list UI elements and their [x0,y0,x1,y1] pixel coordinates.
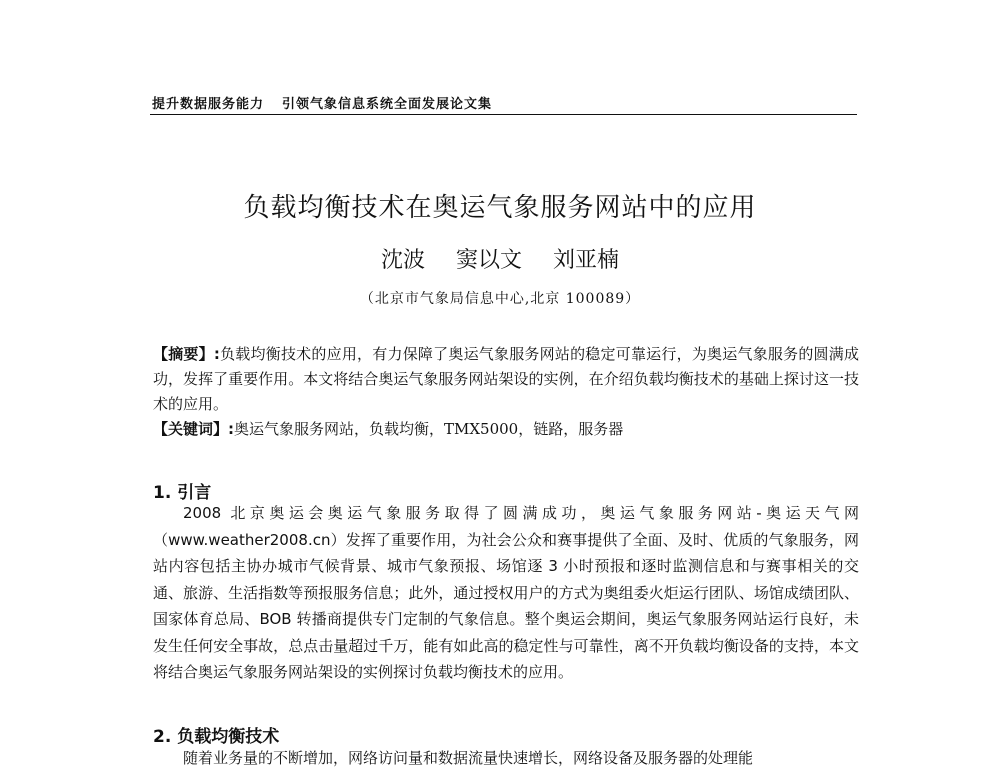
section-heading-load-balancing: 2. 负载均衡技术 [153,727,280,747]
section-heading-intro: 1. 引言 [153,483,212,503]
section-body-load-balancing [153,745,859,771]
abstract-text: 负载均衡技术的应用，有力保障了奥运气象服务网站的稳定可靠运行，为奥运气象服务的圆满成功，发挥了重要作用。本文将结合奥运气象服务网站架设的实例，在介绍负载均衡技术的基础上探讨这一技术的应用。 [153,345,859,413]
paper-title: 负载均衡技术在奥运气象服务网站中的应用 [243,193,757,223]
keywords-label: 【关键词】: [153,420,234,438]
paragraph: 随着业务量的不断增加，网络访问量和数据流量快速增长，网络设备及服务器的处理能 [183,749,754,767]
running-head-left: 提升数据服务能力 [152,97,265,112]
author: 窦以文 [455,248,522,273]
abstract [153,342,859,417]
author: 沈波 [380,248,425,273]
abstract-block [153,342,859,442]
section-body-intro [153,500,859,686]
header-rule [150,114,857,115]
author-list [0,243,1000,274]
author: 刘亚楠 [553,248,620,273]
affiliation: （北京市气象局信息中心,北京 100089） [359,291,641,307]
abstract-label: 【摘要】: [153,345,220,363]
running-head-right: 引领气象信息系统全面发展论文集 [282,97,493,112]
paragraph: 2008 北京奥运会奥运气象服务取得了圆满成功，奥运气象服务网站-奥运天气网（www.weather2008.cn）发挥了重要作用，为社会公众和赛事提供了全面、及时、优质的气象服务，网站内容包括主协办城市气候背景、城市气象预报、场馆逐 3 小时预报和逐时监测信息和与赛事相关的交通、旅游、生活指数等预报服务信息；此外，通过授权用户的方式为奥组委火炬运行团队、场馆成绩团队、国家体育总局、BOB 转播商提供专门定制的气象信息。整个奥运会期间，奥运气象服务网站运行良好，未发生任何安全事故，总点击量超过千万，能有如此高的稳定性与可靠性，离不开负载均衡设备的支持，本文将结合奥运气象服务网站架设的实例探讨负载均衡技术的应用。 [153,504,859,681]
keywords-text: 奥运气象服务网站，负载均衡，TMX5000，链路，服务器 [234,420,624,438]
running-head [152,93,492,112]
keywords [153,417,859,442]
